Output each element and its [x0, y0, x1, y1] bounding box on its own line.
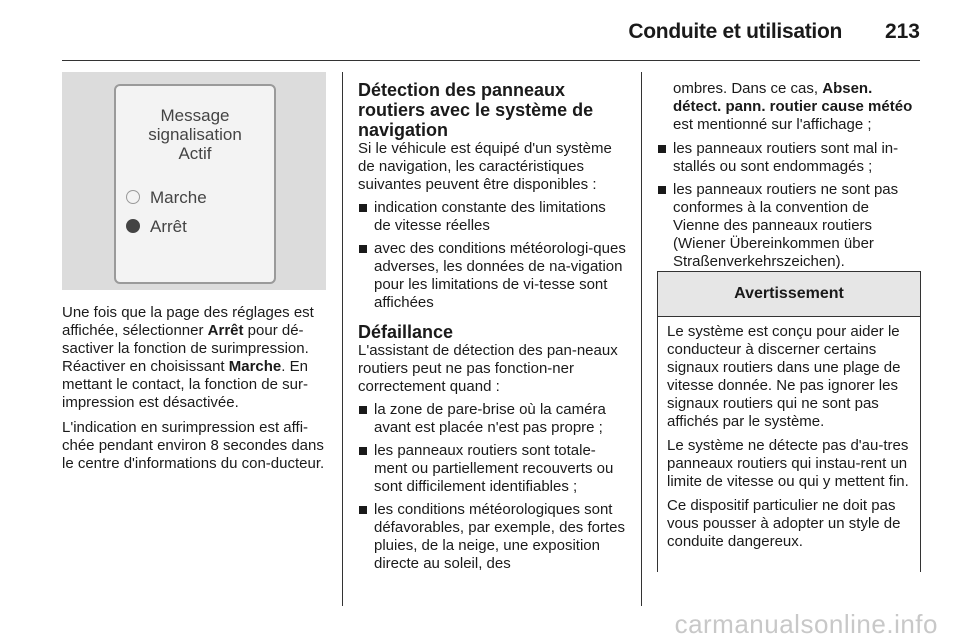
bullet-list [358, 199, 626, 312]
display-illustration [62, 72, 326, 290]
column-divider [641, 72, 642, 606]
warning-title: Avertissement [658, 272, 920, 317]
paragraph: Une fois que la page des réglages est affichée, sélectionner Arrêt pour dé-sactiver la fonction de surimpression. Réactiver en choisissant Marche. En mettant le contact, la fonction de sur-impression est désactivée. [62, 304, 314, 411]
section-heading: Détection des panneaux routiers avec le système de navigation [358, 80, 594, 140]
list-item: les panneaux routiers ne sont pas conformes à la convention de Vienne des panneaux routiers (Wiener Übereinkommen über Straßenverkehrszeichen). [657, 181, 919, 271]
column-middle [358, 80, 626, 581]
warning-body [658, 317, 920, 551]
column-left [62, 72, 326, 480]
screen-title-line: Message [160, 106, 230, 125]
radio-off-icon [126, 190, 140, 204]
list-item: les conditions météorologiques sont défavorables, par exemple, des fortes pluies, de la neige, une exposition directe au soleil, des [358, 501, 626, 573]
bullet-list [657, 140, 919, 271]
paragraph: L'indication en surimpression est affi-chée pendant environ 8 secondes dans le centre d'informations du con-ducteur. [62, 419, 325, 472]
paragraph: Ce dispositif particulier ne doit pas vous pousser à adopter un style de conduite dangereux. [667, 497, 901, 550]
warning-box [657, 271, 921, 572]
page-title: Conduite et utilisation [628, 20, 842, 43]
option-label: Marche [150, 188, 207, 207]
watermark: carmanualsonline.info [674, 609, 938, 639]
paragraph: Le système ne détecte pas d'au-tres panneaux routiers qui instau-rent un limite de vitesse ou qui y mettent fin. [667, 437, 909, 490]
list-item: indication constante des limitations de vitesse réelles [358, 199, 626, 235]
list-item: la zone de pare-brise où la caméra avant est placée n'est pas propre ; [358, 401, 626, 437]
list-item: les panneaux routiers sont totale-ment ou partiellement recouverts ou sont difficilement identifiables ; [358, 442, 626, 496]
list-item: les panneaux routiers sont mal in-stallés ou sont endommagés ; [657, 140, 919, 176]
option-label: Arrêt [150, 217, 187, 236]
page-number: 213 [884, 20, 920, 43]
screen-title [116, 106, 274, 163]
paragraph: L'assistant de détection des pan-neaux routiers peut ne pas fonction-ner correctement quand : [358, 342, 618, 395]
option-marche [126, 188, 207, 208]
screen-title-line: Actif [178, 144, 212, 163]
paragraph: Si le véhicule est équipé d'un système de navigation, les caractéristiques suivantes peuvent être disponibles : [358, 140, 612, 193]
column-divider [342, 72, 343, 606]
option-arret [126, 217, 187, 237]
display-screen [114, 84, 276, 284]
screen-title-line: signalisation [148, 125, 242, 144]
paragraph: ombres. Dans ce cas, Absen. détect. pann. routier cause météo est mentionné sur l'affichage ; [673, 80, 913, 133]
bullet-list [358, 401, 626, 573]
section-heading: Défaillance [358, 322, 454, 342]
list-item: avec des conditions météorologi-ques adverses, les données de na-vigation pour les limitations de vi-tesse sont affichées [358, 240, 626, 312]
column-right [657, 80, 919, 279]
paragraph: Le système est conçu pour aider le conducteur à discerner certains signaux routiers dans une plage de vitesse donnée. Ne pas ignorer les signaux routiers qui ne sont pas affichés par le système. [667, 323, 901, 430]
header-divider [62, 60, 920, 61]
page-header [0, 0, 960, 60]
radio-on-icon [126, 219, 140, 233]
